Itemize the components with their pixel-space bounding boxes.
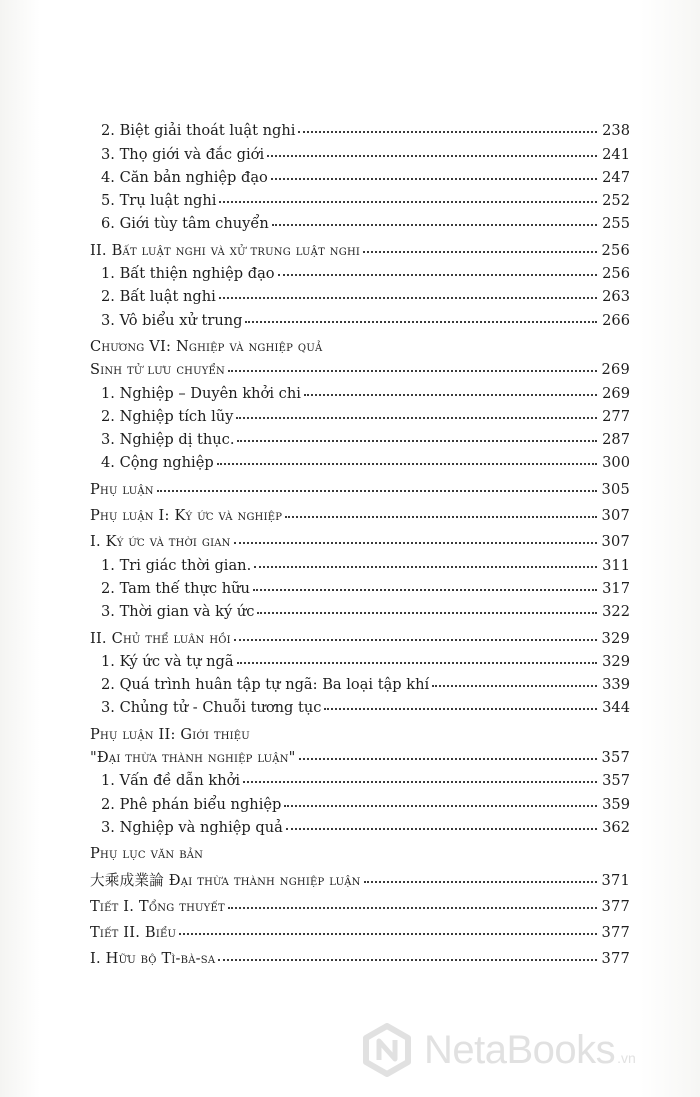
toc-page-number: 263: [602, 288, 630, 306]
toc-entry-title: I. Hữu bộ Tì-bà-sa: [90, 950, 216, 968]
toc-entry-title: 5. Trụ luật nghi: [101, 192, 217, 210]
toc-entry: [90, 699, 630, 716]
toc-entry-title: 2. Nghiệp tích lũy: [101, 407, 234, 425]
toc-row: [90, 768, 630, 791]
toc-entry-title: 3. Nghiệp và nghiệp quả: [101, 818, 283, 836]
toc-row: [90, 334, 630, 357]
toc-entry: [90, 630, 630, 647]
toc-row: [90, 284, 630, 307]
dot-leader: [364, 877, 597, 883]
toc-entry: [90, 845, 630, 862]
dot-leader: [253, 585, 597, 591]
toc-entry: [90, 481, 630, 498]
toc-row: [90, 946, 630, 969]
toc-entry: [90, 872, 630, 889]
toc-row: [90, 576, 630, 599]
toc-entry: [90, 192, 630, 209]
dot-leader: [219, 293, 597, 299]
toc-entry-title: Phụ luận II: Giới thiệu: [90, 725, 250, 743]
toc-entry: [90, 338, 630, 355]
toc-page-number: 238: [602, 122, 630, 140]
dot-leader: [236, 413, 597, 419]
dot-leader: [218, 955, 597, 961]
dot-leader: [278, 270, 597, 276]
toc-entry-title: Phụ luận: [90, 480, 154, 498]
toc-entry: [90, 431, 630, 448]
toc-row: [90, 672, 630, 695]
toc-page-number: 371: [601, 871, 630, 889]
toc-entry-title: Sinh tử lưu chuyển: [90, 361, 225, 379]
toc-row: [90, 894, 630, 917]
toc-row: [90, 599, 630, 622]
toc-entry: [90, 819, 630, 836]
toc-entry-title: 1. Ký ức và tự ngã: [101, 652, 234, 670]
dot-leader: [217, 459, 597, 465]
toc-page-number: 317: [602, 579, 630, 597]
toc-row: [90, 141, 630, 164]
dot-leader: [271, 174, 597, 180]
toc-entry: [90, 580, 630, 597]
toc-page-number: 269: [602, 384, 630, 402]
toc-entry: [90, 215, 630, 232]
toc-page-number: 362: [602, 818, 630, 836]
toc-entry-title: Chương VI: Nghiệp và nghiệp quả: [90, 337, 323, 355]
toc-row: [90, 695, 630, 718]
dot-leader: [228, 366, 597, 372]
toc-row: [90, 745, 630, 768]
toc-entry-title: 2. Quá trình huân tập tự ngã: Ba loại tập khí: [101, 676, 430, 694]
toc-row: [90, 188, 630, 211]
toc-entry: [90, 898, 630, 915]
toc-page-number: 256: [601, 241, 630, 259]
dot-leader: [286, 824, 597, 830]
toc-row: [90, 529, 630, 552]
toc-page-number: 357: [602, 772, 630, 790]
toc-entry-title: 1. Bất thiện nghiệp đạo: [101, 265, 275, 283]
toc-page-number: 311: [602, 556, 630, 574]
toc-entry: [90, 772, 630, 789]
toc-row: [90, 625, 630, 648]
toc-entry: [90, 653, 630, 670]
toc-entry-title: II. Bất luật nghi và xử trung luật nghi: [90, 241, 361, 259]
toc-page-number: 377: [601, 924, 630, 942]
table-of-contents: [90, 118, 630, 969]
watermark-brand: NetaBooks: [424, 1027, 616, 1072]
toc-row: [90, 552, 630, 575]
toc-entry: [90, 169, 630, 186]
dot-leader: [254, 562, 597, 568]
toc-entry: [90, 796, 630, 813]
toc-entry: [90, 288, 630, 305]
toc-entry: [90, 950, 630, 967]
toc-entry: [90, 924, 630, 941]
toc-row: [90, 357, 630, 380]
toc-row: [90, 920, 630, 943]
toc-row: [90, 261, 630, 284]
toc-entry-title: 2. Phê phán biểu nghiệp: [101, 795, 282, 813]
dot-leader: [237, 658, 597, 664]
toc-entry: [90, 507, 630, 524]
toc-row: [90, 503, 630, 526]
toc-entry-title: 3. Vô biểu xử trung: [101, 311, 243, 329]
toc-page-number: 252: [602, 192, 630, 210]
toc-row: [90, 476, 630, 499]
toc-row: [90, 649, 630, 672]
toc-page-number: 359: [602, 795, 630, 813]
toc-page-number: 266: [602, 311, 630, 329]
toc-entry-title: Phụ luận I: Ký ức và nghiệp: [90, 507, 283, 525]
toc-page-number: 377: [601, 950, 630, 968]
watermark: [360, 1020, 690, 1080]
toc-page-number: 255: [602, 215, 630, 233]
toc-entry: [90, 385, 630, 402]
dot-leader: [234, 635, 597, 641]
toc-row: [90, 237, 630, 260]
toc-entry: [90, 557, 630, 574]
dot-leader: [237, 436, 597, 442]
toc-entry-title: 2. Tam thế thực hữu: [101, 579, 250, 597]
netabooks-logo-icon: [360, 1023, 414, 1077]
toc-entry: [90, 361, 630, 378]
toc-entry: [90, 312, 630, 329]
dot-leader: [272, 220, 597, 226]
toc-page-number: 307: [601, 507, 630, 525]
toc-entry: [90, 454, 630, 471]
toc-page-number: 377: [601, 897, 630, 915]
toc-row: [90, 867, 630, 890]
dot-leader: [304, 390, 597, 396]
toc-row: [90, 118, 630, 141]
toc-entry: [90, 265, 630, 282]
toc-page-number: 357: [601, 749, 630, 767]
dot-leader: [157, 486, 597, 492]
toc-row: [90, 380, 630, 403]
toc-entry-title: "Đại thừa thành nghiệp luận": [90, 749, 296, 767]
toc-entry: [90, 603, 630, 620]
toc-entry-title: 大乘成業論 Đại thừa thành nghiệp luận: [90, 871, 361, 889]
toc-entry: [90, 533, 630, 550]
toc-entry-title: 2. Biệt giải thoát luật nghi: [101, 122, 296, 140]
toc-page-number: 344: [602, 699, 630, 717]
dot-leader: [219, 197, 597, 203]
dot-leader: [285, 512, 597, 518]
toc-entry-title: 3. Thời gian và ký ức: [101, 603, 255, 621]
dot-leader: [298, 127, 597, 133]
toc-row: [90, 841, 630, 864]
toc-row: [90, 307, 630, 330]
toc-entry-title: II. Chủ thể luân hồi: [90, 629, 231, 647]
dot-leader: [432, 681, 597, 687]
toc-entry-title: Tiết I. Tổng thuyết: [90, 897, 225, 915]
toc-page-number: 329: [602, 652, 630, 670]
toc-entry-title: 2. Bất luật nghi: [101, 288, 216, 306]
toc-entry-title: Phụ lục văn bản: [90, 845, 204, 863]
dot-leader: [243, 777, 597, 783]
dot-leader: [179, 929, 597, 935]
dot-leader: [234, 538, 597, 544]
watermark-suffix: .vn: [617, 1050, 636, 1066]
toc-page-number: 300: [602, 454, 630, 472]
toc-entry: [90, 749, 630, 766]
toc-row: [90, 791, 630, 814]
toc-row: [90, 404, 630, 427]
dot-leader: [363, 247, 597, 253]
dot-leader: [228, 903, 597, 909]
dot-leader: [257, 608, 597, 614]
toc-row: [90, 450, 630, 473]
toc-page-number: 269: [601, 361, 630, 379]
toc-page-number: 256: [602, 265, 630, 283]
toc-page-number: 322: [602, 603, 630, 621]
toc-row: [90, 721, 630, 744]
toc-entry-title: 4. Căn bản nghiệp đạo: [101, 168, 268, 186]
toc-page-number: 339: [602, 676, 630, 694]
toc-entry: [90, 122, 630, 139]
dot-leader: [284, 801, 597, 807]
dot-leader: [245, 317, 597, 323]
toc-page-number: 307: [601, 533, 630, 551]
toc-entry-title: I. Ký ức và thời gian: [90, 533, 231, 551]
dot-leader: [324, 704, 597, 710]
toc-page-number: 241: [602, 145, 630, 163]
toc-row: [90, 815, 630, 838]
toc-entry-title: 4. Cộng nghiệp: [101, 454, 214, 472]
toc-entry: [90, 408, 630, 425]
toc-entry-title: 1. Vấn đề dẫn khởi: [101, 772, 241, 790]
toc-row: [90, 165, 630, 188]
dot-leader: [299, 754, 597, 760]
toc-entry-title: 1. Nghiệp – Duyên khởi chi: [101, 384, 301, 402]
toc-entry-title: Tiết II. Biểu: [90, 924, 177, 942]
toc-page-number: 287: [602, 431, 630, 449]
dot-leader: [267, 151, 597, 157]
toc-page-number: 329: [601, 629, 630, 647]
toc-row: [90, 211, 630, 234]
toc-page-number: 305: [601, 480, 630, 498]
toc-entry: [90, 242, 630, 259]
toc-page-number: 277: [602, 407, 630, 425]
toc-entry-title: 3. Nghiệp dị thục.: [101, 431, 235, 449]
toc-entry-title: 3. Thọ giới và đắc giới: [101, 145, 265, 163]
toc-entry: [90, 146, 630, 163]
toc-entry-title: 1. Tri giác thời gian.: [101, 556, 252, 574]
toc-entry: [90, 726, 630, 743]
toc-entry-title: 3. Chủng tử - Chuỗi tương tục: [101, 699, 322, 717]
toc-entry-title: 6. Giới tùy tâm chuyển: [101, 215, 269, 233]
toc-entry: [90, 676, 630, 693]
toc-row: [90, 427, 630, 450]
toc-page-number: 247: [602, 168, 630, 186]
